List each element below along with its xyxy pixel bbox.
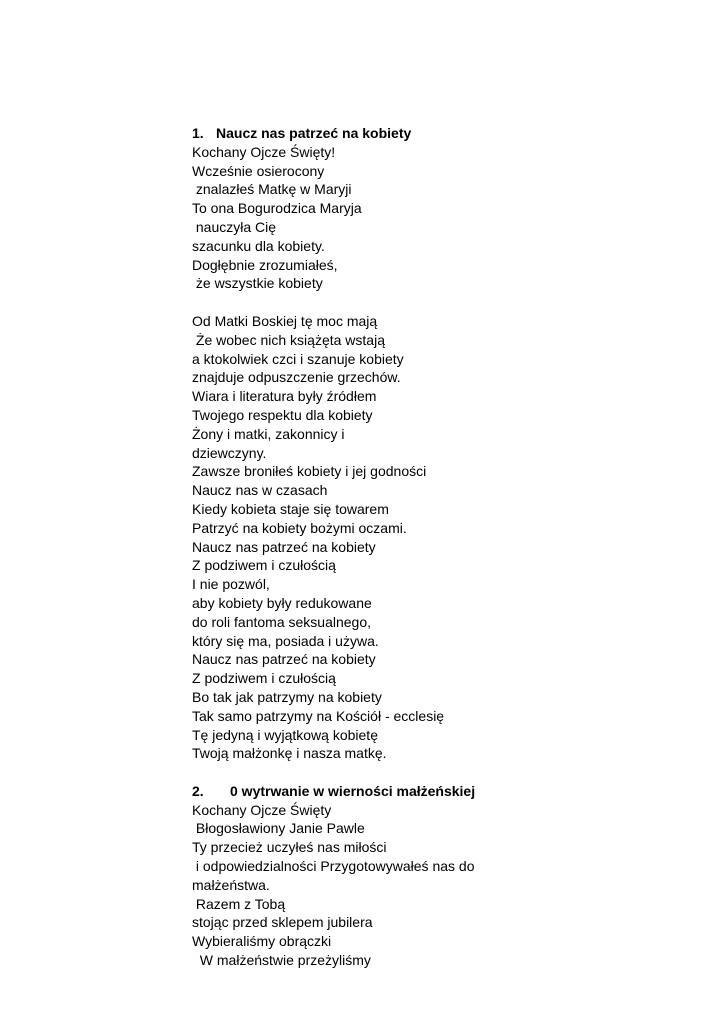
section-1-stanza-1 <box>192 143 492 293</box>
text-line: Naucz nas patrzeć na kobiety <box>192 538 376 555</box>
text-line: nauczyła Cię <box>192 218 277 235</box>
text-line: który się ma, posiada i używa. <box>192 632 379 649</box>
section-1-title: Naucz nas patrzeć na kobiety <box>216 125 412 141</box>
text-line: do roli fantoma seksualnego, <box>192 613 371 630</box>
text-line: Żony i matki, zakonnicy i <box>192 425 345 442</box>
text-line: Patrzyć na kobiety bożymi oczami. <box>192 519 407 536</box>
text-line: Twoją małżonkę i nasza matkę. <box>192 745 387 762</box>
section-2-number: 2. <box>192 782 204 799</box>
section-break <box>192 763 492 782</box>
text-line: że wszystkie kobiety <box>192 275 323 292</box>
text-line: i odpowiedzialności Przygotowywałeś nas do <box>192 858 475 875</box>
stanza-break <box>192 293 492 312</box>
text-line: znajduje odpuszczenie grzechów. <box>192 369 401 386</box>
text-line: małżeństwa. <box>192 876 270 893</box>
text-line: a ktokolwiek czci i szanuje kobiety <box>192 350 404 367</box>
text-line: Wiara i literatura były źródłem <box>192 388 377 405</box>
section-1-heading <box>192 124 492 143</box>
text-line: Kochany Ojcze Święty! <box>192 143 336 160</box>
poem-text <box>192 124 492 970</box>
text-line: Z podziwem i czułością <box>192 670 336 687</box>
text-line: Od Matki Boskiej tę moc mają <box>192 312 378 329</box>
text-line: Naucz nas patrzeć na kobiety <box>192 651 376 668</box>
section-2-heading <box>192 782 492 801</box>
text-line: Twojego respektu dla kobiety <box>192 406 373 423</box>
section-2-body <box>192 801 492 970</box>
text-line: W małżeństwie przeżyliśmy <box>192 952 371 969</box>
text-line: Tak samo patrzymy na Kościół - ecclesię <box>192 707 445 724</box>
text-line: Że wobec nich książęta wstają <box>192 331 385 348</box>
section-2-title: 0 wytrwanie w wierności małżeńskiej <box>230 782 476 799</box>
text-line: szacunku dla kobiety. <box>192 237 325 254</box>
text-line: aby kobiety były redukowane <box>192 594 372 611</box>
text-line: Kochany Ojcze Święty <box>192 801 332 818</box>
text-line: Wybieraliśmy obrączki <box>192 933 332 950</box>
text-line: Kiedy kobieta staje się towarem <box>192 500 389 517</box>
text-line: Z podziwem i czułością <box>192 557 336 574</box>
text-line: Bo tak jak patrzymy na kobiety <box>192 688 382 705</box>
text-line: Wcześnie osierocony <box>192 162 325 179</box>
text-line: dziewczyny. <box>192 444 267 461</box>
text-line: stojąc przed sklepem jubilera <box>192 914 373 931</box>
text-line: Ty przecież uczyłeś nas miłości <box>192 839 387 856</box>
section-1-stanza-2 <box>192 312 492 763</box>
text-line: I nie pozwól, <box>192 576 270 593</box>
text-line: Zawsze broniłeś kobiety i jej godności <box>192 463 427 480</box>
text-line: Razem z Tobą <box>192 895 286 912</box>
text-line: Naucz nas w czasach <box>192 482 328 499</box>
text-line: Tę jedyną i wyjątkową kobietę <box>192 726 378 743</box>
text-line: znalazłeś Matkę w Maryji <box>192 181 352 198</box>
section-1-number: 1. <box>192 125 204 141</box>
text-line: Błogosławiony Janie Pawle <box>192 820 365 837</box>
text-line: Dogłębnie zrozumiałeś, <box>192 256 338 273</box>
text-line: To ona Bogurodzica Maryja <box>192 200 362 217</box>
